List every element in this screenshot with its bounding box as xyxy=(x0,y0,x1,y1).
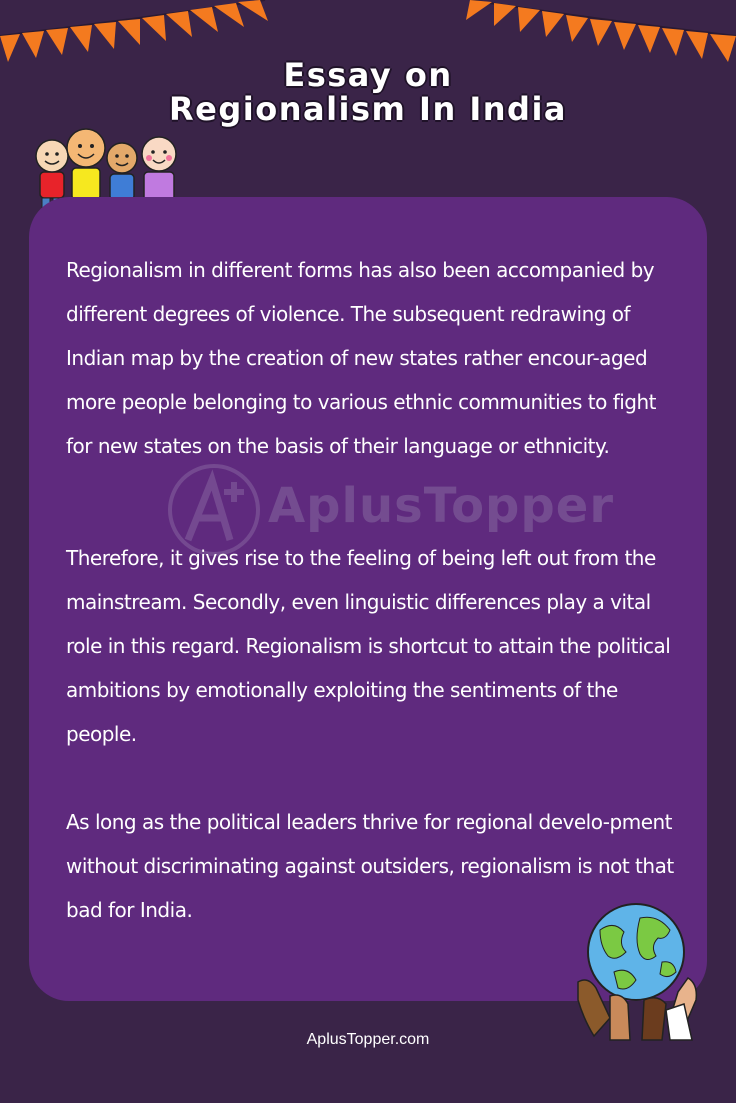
essay-paragraph-2: Therefore, it gives rise to the feeling of being left out from the mainstream. Secondly, even linguistic differences play a vital role in this regard. Regionalism is shortcut to attain the political ambitions by emotionally exploiting the sentiments of the people. xyxy=(66,546,671,746)
essay-paragraph-1: Regionalism in different forms has also been accompanied by different degrees of violence. The subsequent redrawing of Indian map by the creation of new states rather encour-aged more people belonging to various ethnic communities to fight for new states on the basis of their language or ethnicity. xyxy=(66,258,656,458)
title-line-2: Regionalism In India xyxy=(168,90,568,128)
site-footer: AplusTopper.com xyxy=(306,1031,430,1048)
page-title xyxy=(0,58,736,126)
watermark-text: AplusTopper xyxy=(268,478,614,534)
globe-in-hands-icon xyxy=(570,900,700,1048)
title-line-1: Essay on xyxy=(283,56,453,94)
essay-paragraph-3: As long as the political leaders thrive for regional develo-pment without discriminating against outsiders, regionalism is not that bad for India. xyxy=(66,810,674,922)
